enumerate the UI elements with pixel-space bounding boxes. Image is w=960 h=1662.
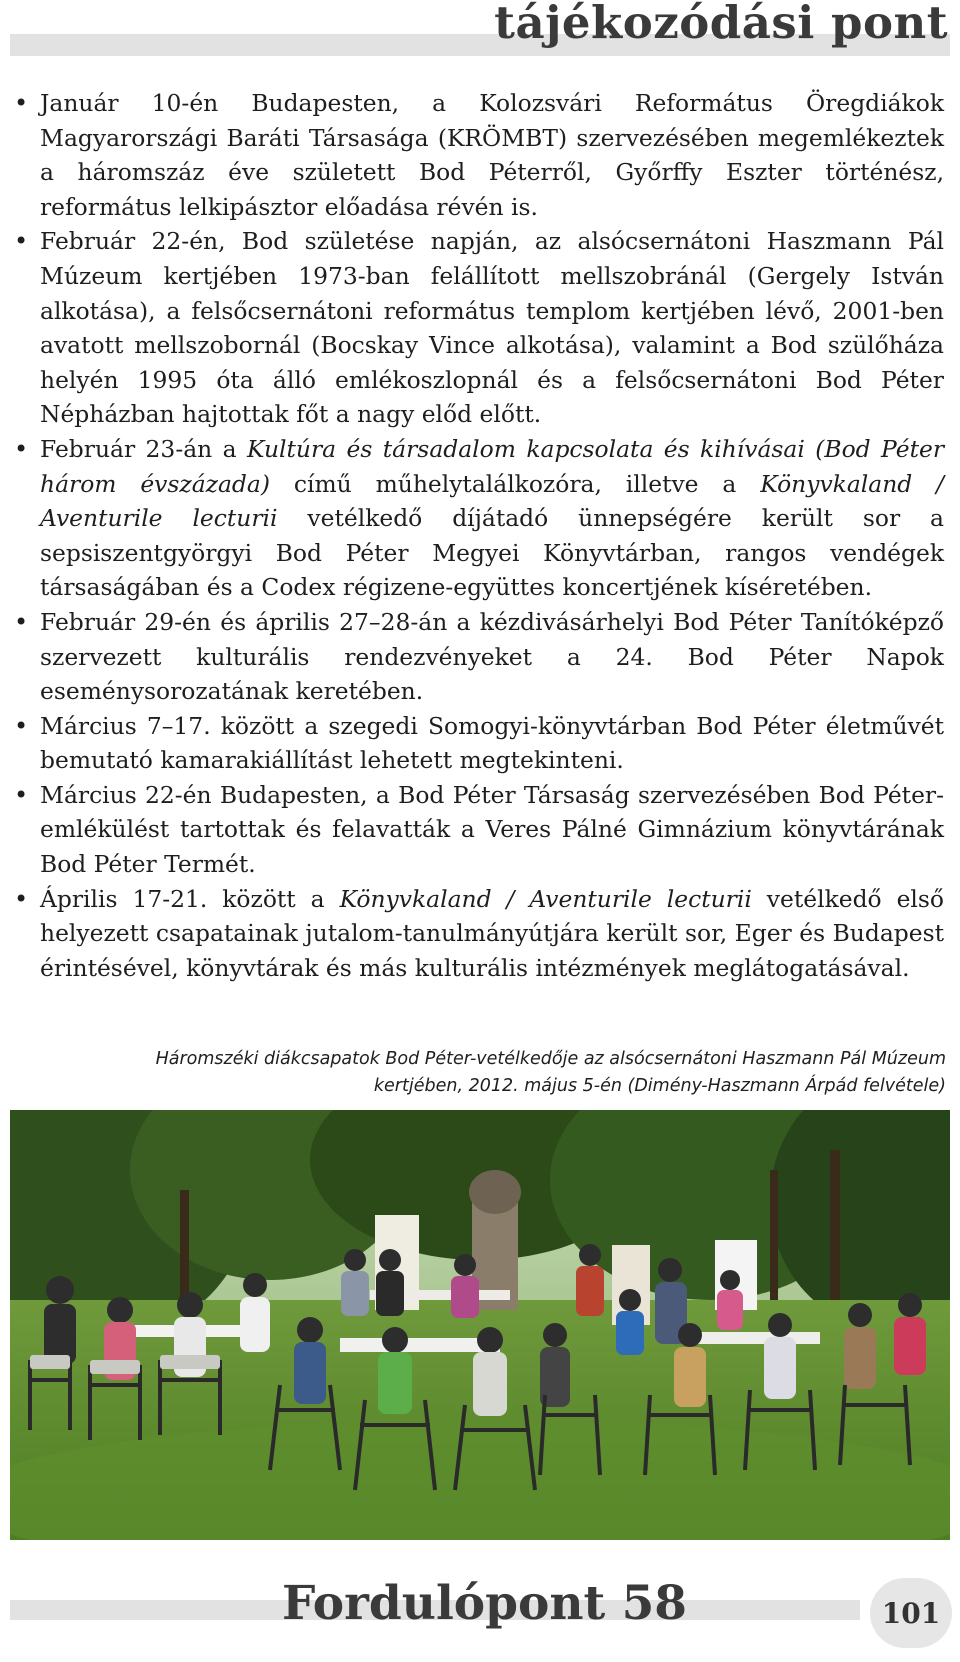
page-number: 101 xyxy=(870,1578,952,1648)
item-text: Március 22-én Budapesten, a Bod Péter Társaság szervezésében Bod Péter-emlékülést tartottak és felavatták a Veres Pálné Gimnázium könyvtárának Bod Péter Termét. xyxy=(40,780,944,879)
garden-gathering-illustration xyxy=(10,1110,950,1540)
bullet-icon: • xyxy=(14,89,29,117)
item-text: Április 17-21. között a xyxy=(40,884,340,913)
bullet-icon: • xyxy=(14,884,29,913)
item-text: című műhelytalálkozóra, illetve a xyxy=(269,469,761,498)
section-title: tájékozódási pont xyxy=(494,0,948,49)
item-text: Január 10-én Budapesten, a Kolozsvári Református Öregdiákok Magyarországi Baráti Társasága (KRÖMBT) szervezésében megemlékeztek a háromszáz éve született Bod Péterről, Győrffy Eszter történész, református lelkipásztor előadása révén is. xyxy=(40,89,944,221)
bullet-icon: • xyxy=(14,780,29,809)
event-item xyxy=(14,432,944,605)
item-text: vetélkedő első helyezett csapatainak jutalom-tanulmányútjára került sor, Eger és Budapest érintésével, könyvtárak és más kulturális intézmények meglátogatásával. xyxy=(40,884,944,982)
photo-caption xyxy=(60,1046,946,1100)
item-text: Március 7–17. között a szegedi Somogyi-könyvtárban Bod Péter életművét bemutató kamarakiállítást lehetett megtekinteni. xyxy=(40,711,944,775)
event-item xyxy=(14,86,944,224)
event-item xyxy=(14,709,944,778)
item-text: Február 22-én, Bod születése napján, az alsócsernátoni Haszmann Pál Múzeum kertjében 1973-ban felállított mellszobránál (Gergely István alkotása), a felsőcsernátoni református templom kertjében lévő, 2001-ben avatott mellszobornál (Bocskay Vince alkotása), valamint a Bod szülőháza helyén 1995 óta álló emlékoszlopnál és a felsőcsernátoni Bod Péter Népházban hajtottak főt a nagy előd előtt. xyxy=(40,227,944,429)
event-item xyxy=(14,882,944,986)
item-text: vetélkedő díjátadó ünnepségére került sor a sepsiszentgyörgyi Bod Péter Megyei Könyvtárban, rangos vendégek társaságában és a Codex régizene-együttes koncertjének kíséretében. xyxy=(40,504,944,602)
item-text: Február 23-án a xyxy=(40,434,248,463)
item-title-italic: Kultúra és társadalom kapcsolata és kihívásai (Bod Péter három évszázada) xyxy=(40,434,944,498)
event-item xyxy=(14,778,944,882)
journal-title: Fordulópont 58 xyxy=(282,1576,688,1631)
item-title-italic: Könyvkaland / Aventurile lecturii xyxy=(339,884,752,913)
event-list xyxy=(14,86,944,985)
caption-line-1: Háromszéki diákcsapatok Bod Péter-vetélkedője az alsócsernátoni Haszmann Pál Múzeum xyxy=(155,1049,946,1069)
caption-line-2: kertjében, 2012. május 5-én (Dimény-Haszmann Árpád felvétele) xyxy=(373,1076,946,1096)
bullet-icon: • xyxy=(14,607,29,636)
event-item xyxy=(14,224,944,432)
item-text: Február 29-én és április 27–28-án a kézdivásárhelyi Bod Péter Tanítóképző szervezett kulturális rendezvényeket a 24. Bod Péter Napok eseménysorozatának keretében. xyxy=(40,607,944,706)
bullet-icon: • xyxy=(14,711,29,740)
bullet-icon: • xyxy=(14,434,29,463)
event-photo xyxy=(10,1110,950,1540)
bullet-icon: • xyxy=(14,227,29,256)
item-title-italic: Könyvkaland / Aventurile lecturii xyxy=(40,469,945,533)
event-item xyxy=(14,605,944,709)
